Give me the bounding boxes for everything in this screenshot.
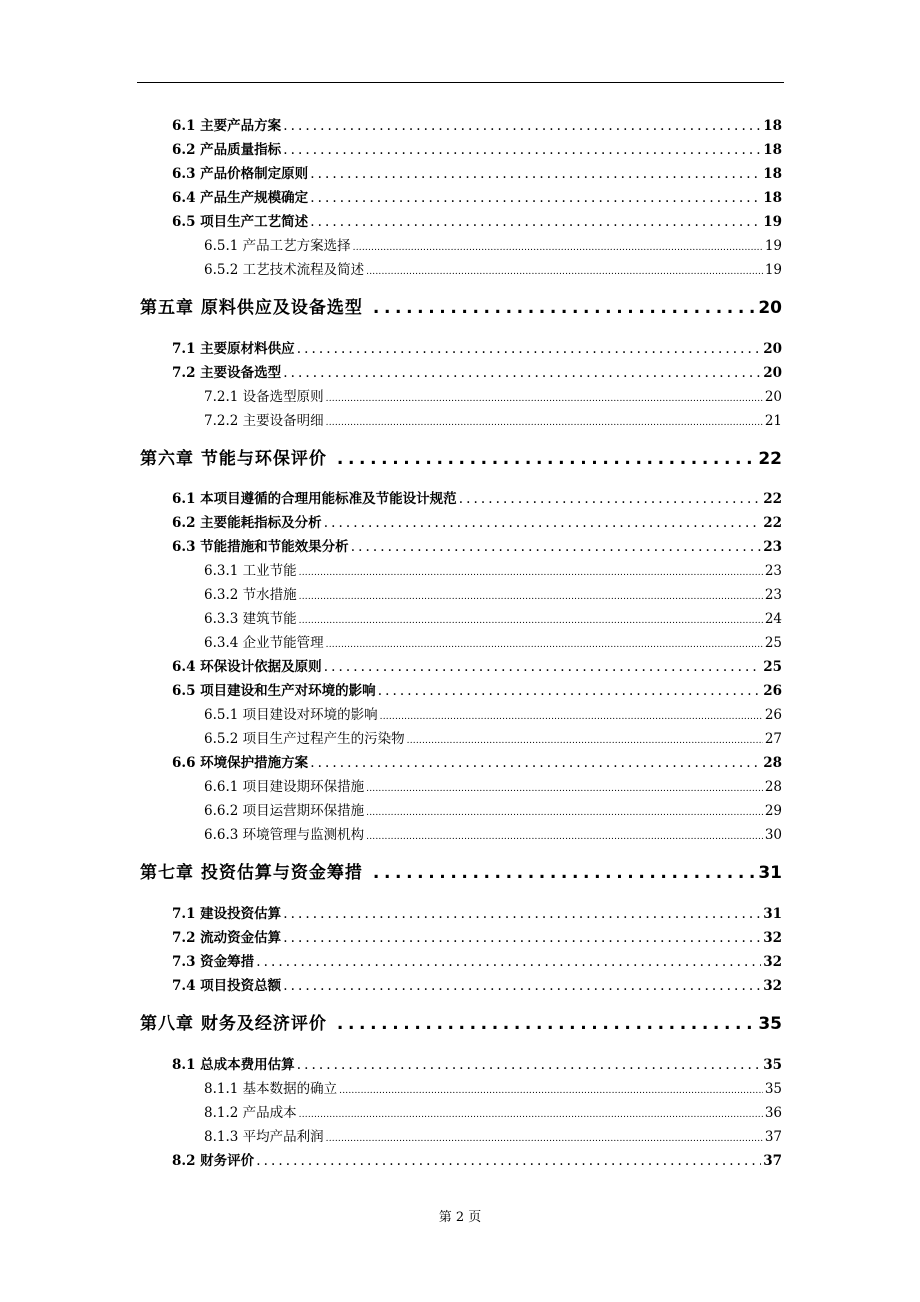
toc-section-entry[interactable] [172, 751, 782, 771]
toc-page-number: 20 [763, 341, 782, 357]
toc-dot-leader [299, 568, 763, 578]
toc-subsection-entry[interactable] [204, 559, 782, 579]
toc-dot-leader [324, 515, 762, 531]
toc-dot-leader [366, 267, 763, 277]
toc-entry-title: 6.1 本项目遵循的合理用能标准及节能设计规范 [172, 491, 457, 507]
toc-entry-title: 6.6.1 项目建设期环保措施 [204, 779, 365, 795]
toc-entry-title: 6.3.3 建筑节能 [204, 611, 297, 627]
toc-dot-leader [407, 736, 763, 746]
toc-page-number: 20 [764, 389, 782, 405]
toc-page-number: 37 [764, 1129, 782, 1145]
toc-page-number: 32 [763, 930, 782, 946]
toc-page-number: 18 [763, 118, 782, 134]
toc-page-number: 35 [758, 1014, 782, 1034]
toc-page-number: 25 [764, 635, 782, 651]
toc-dot-leader [324, 659, 762, 675]
toc-entry-title: 7.1 主要原材料供应 [172, 341, 295, 357]
toc-entry-title: 第五章 原料供应及设备选型 [140, 298, 363, 318]
toc-section-entry[interactable] [172, 926, 782, 946]
toc-subsection-entry[interactable] [204, 775, 782, 795]
toc-section-entry[interactable] [172, 337, 782, 357]
toc-dot-leader [297, 341, 762, 357]
toc-section-entry[interactable] [172, 679, 782, 699]
toc-entry-title: 6.6 环境保护措施方案 [172, 755, 309, 771]
toc-dot-leader [310, 166, 761, 182]
toc-entry-title: 7.2.2 主要设备明细 [204, 413, 324, 429]
toc-section-entry[interactable] [172, 974, 782, 994]
toc-dot-leader [337, 449, 756, 469]
toc-page-number: 31 [763, 906, 782, 922]
toc-page-number: 19 [763, 214, 782, 230]
toc-dot-leader [283, 365, 761, 381]
toc-dot-leader [310, 190, 761, 206]
toc-page-number: 18 [763, 190, 782, 206]
toc-entry-title: 6.5.1 项目建设对环境的影响 [204, 707, 378, 723]
toc-entry-title: 第六章 节能与环保评价 [140, 449, 327, 469]
toc-dot-leader [299, 616, 763, 626]
toc-page-number: 25 [763, 659, 782, 675]
toc-dot-leader [366, 808, 763, 818]
toc-page-number: 23 [763, 539, 782, 555]
toc-dot-leader [351, 539, 762, 555]
toc-page-number: 36 [764, 1105, 782, 1121]
toc-dot-leader [283, 930, 761, 946]
toc-page-number: 18 [763, 166, 782, 182]
toc-section-entry[interactable] [172, 1053, 782, 1073]
toc-entry-title: 6.3 节能措施和节能效果分析 [172, 539, 349, 555]
toc-section-entry[interactable] [172, 655, 782, 675]
toc-section-entry[interactable] [172, 535, 782, 555]
toc-chapter-entry[interactable] [140, 293, 782, 319]
toc-dot-leader [326, 640, 763, 650]
toc-page-number: 20 [763, 365, 782, 381]
toc-entry-title: 8.1.2 产品成本 [204, 1105, 297, 1121]
toc-dot-leader [256, 954, 761, 970]
toc-page-number: 23 [764, 563, 782, 579]
toc-page-number: 27 [764, 731, 782, 747]
toc-dot-leader [373, 863, 756, 883]
toc-section-entry[interactable] [172, 114, 782, 134]
toc-subsection-entry[interactable] [204, 409, 782, 429]
toc-subsection-entry[interactable] [204, 823, 782, 843]
toc-page-number: 19 [764, 238, 782, 254]
toc-chapter-entry[interactable] [140, 444, 782, 470]
toc-subsection-entry[interactable] [204, 234, 782, 254]
toc-subsection-entry[interactable] [204, 583, 782, 603]
toc-entry-title: 6.1 主要产品方案 [172, 118, 282, 134]
toc-section-entry[interactable] [172, 902, 782, 922]
toc-page-number: 30 [764, 827, 782, 843]
toc-page-number: 28 [763, 755, 782, 771]
toc-dot-leader [326, 418, 763, 428]
toc-page-number: 20 [758, 298, 782, 318]
toc-section-entry[interactable] [172, 1149, 782, 1169]
toc-page-number: 35 [764, 1081, 782, 1097]
toc-entry-title: 7.4 项目投资总额 [172, 978, 282, 994]
toc-entry-title: 6.6.3 环境管理与监测机构 [204, 827, 365, 843]
toc-dot-leader [283, 978, 761, 994]
toc-subsection-entry[interactable] [204, 703, 782, 723]
toc-entry-title: 6.2 主要能耗指标及分析 [172, 515, 322, 531]
toc-subsection-entry[interactable] [204, 385, 782, 405]
toc-page-number: 32 [763, 978, 782, 994]
toc-entry-title: 7.2.1 设备选型原则 [204, 389, 324, 405]
toc-dot-leader [353, 243, 763, 253]
toc-section-entry[interactable] [172, 511, 782, 531]
toc-dot-leader [299, 1110, 763, 1120]
toc-entry-title: 6.5 项目建设和生产对环境的影响 [172, 683, 376, 699]
toc-entry-title: 第七章 投资估算与资金筹措 [140, 863, 363, 883]
toc-page-number: 32 [763, 954, 782, 970]
toc-entry-title: 7.2 主要设备选型 [172, 365, 282, 381]
toc-page-number: 26 [763, 683, 782, 699]
toc-page-number: 29 [764, 803, 782, 819]
toc-chapter-entry[interactable] [140, 858, 782, 884]
toc-page-number: 26 [764, 707, 782, 723]
toc-dot-leader [366, 832, 763, 842]
toc-dot-leader [299, 592, 763, 602]
toc-entry-title: 6.3 产品价格制定原则 [172, 166, 309, 182]
toc-entry-title: 8.2 财务评价 [172, 1153, 255, 1169]
toc-entry-title: 6.5.2 项目生产过程产生的污染物 [204, 731, 405, 747]
toc-dot-leader [337, 1014, 756, 1034]
toc-entry-title: 6.3.2 节水措施 [204, 587, 297, 603]
toc-chapter-entry[interactable] [140, 1009, 782, 1035]
toc-entry-title: 6.5.1 产品工艺方案选择 [204, 238, 351, 254]
toc-entry-title: 6.4 产品生产规模确定 [172, 190, 309, 206]
toc-dot-leader [366, 784, 763, 794]
toc-dot-leader [339, 1086, 763, 1096]
toc-entry-title: 6.4 环保设计依据及原则 [172, 659, 322, 675]
toc-dot-leader [310, 214, 761, 230]
toc-page-number: 22 [763, 515, 782, 531]
toc-entry-title: 6.2 产品质量指标 [172, 142, 282, 158]
toc-subsection-entry[interactable] [204, 1101, 782, 1121]
toc-subsection-entry[interactable] [204, 631, 782, 651]
toc-entry-title: 第八章 财务及经济评价 [140, 1014, 327, 1034]
toc-dot-leader [326, 394, 763, 404]
toc-entry-title: 8.1.3 平均产品利润 [204, 1129, 324, 1145]
toc-dot-leader [283, 142, 761, 158]
toc-subsection-entry[interactable] [204, 1125, 782, 1145]
toc-page-number: 23 [764, 587, 782, 603]
toc-section-entry[interactable] [172, 138, 782, 158]
toc-dot-leader [310, 755, 761, 771]
toc-page-number: 28 [764, 779, 782, 795]
header-rule [137, 82, 784, 83]
toc-page-number: 21 [764, 413, 782, 429]
toc-page-number: 24 [764, 611, 782, 627]
toc-subsection-entry[interactable] [204, 727, 782, 747]
toc-page-number: 22 [758, 449, 782, 469]
toc-subsection-entry[interactable] [204, 1077, 782, 1097]
toc-section-entry[interactable] [172, 210, 782, 230]
page-number-footer: 第 2 页 [438, 1210, 482, 1225]
toc-section-entry[interactable] [172, 487, 782, 507]
toc-dot-leader [256, 1153, 761, 1169]
toc-dot-leader [297, 1057, 762, 1073]
toc-page-number: 31 [758, 863, 782, 883]
toc-subsection-entry[interactable] [204, 607, 782, 627]
toc-entry-title: 8.1 总成本费用估算 [172, 1057, 295, 1073]
toc-section-entry[interactable] [172, 361, 782, 381]
toc-dot-leader [378, 683, 762, 699]
toc-entry-title: 7.1 建设投资估算 [172, 906, 282, 922]
toc-dot-leader [459, 491, 762, 507]
toc-entry-title: 8.1.1 基本数据的确立 [204, 1081, 338, 1097]
toc-page-number: 35 [763, 1057, 782, 1073]
toc-entry-title: 7.3 资金筹措 [172, 954, 255, 970]
toc-subsection-entry[interactable] [204, 799, 782, 819]
toc-dot-leader [283, 118, 761, 134]
toc-dot-leader [373, 298, 756, 318]
toc-entry-title: 6.5.2 工艺技术流程及简述 [204, 262, 365, 278]
toc-dot-leader [380, 712, 763, 722]
toc-subsection-entry[interactable] [204, 258, 782, 278]
toc-entry-title: 7.2 流动资金估算 [172, 930, 282, 946]
toc-entry-title: 6.5 项目生产工艺简述 [172, 214, 309, 230]
toc-entry-title: 6.6.2 项目运营期环保措施 [204, 803, 365, 819]
toc-entry-title: 6.3.1 工业节能 [204, 563, 297, 579]
toc-page-number: 18 [763, 142, 782, 158]
toc-page-number: 37 [763, 1153, 782, 1169]
toc-entry-title: 6.3.4 企业节能管理 [204, 635, 324, 651]
toc-dot-leader [326, 1134, 763, 1144]
toc-dot-leader [283, 906, 761, 922]
toc-page-number: 22 [763, 491, 782, 507]
toc-section-entry[interactable] [172, 950, 782, 970]
toc-section-entry[interactable] [172, 186, 782, 206]
toc-page-number: 19 [764, 262, 782, 278]
toc-section-entry[interactable] [172, 162, 782, 182]
